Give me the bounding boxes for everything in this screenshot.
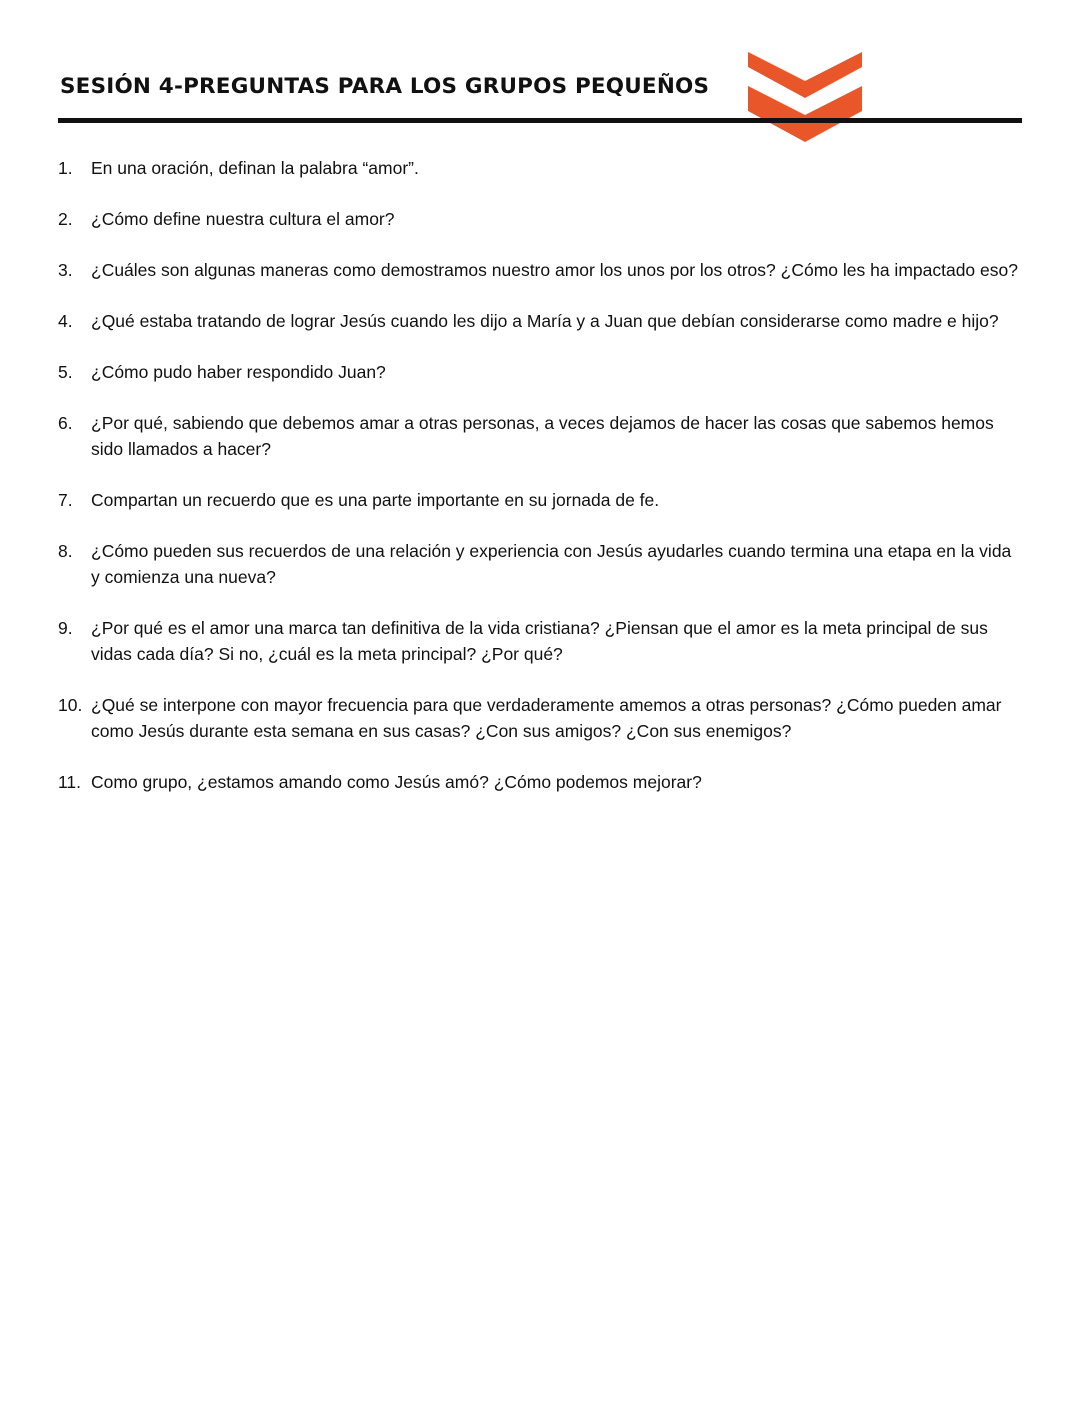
question-text: ¿Por qué es el amor una marca tan definitiva de la vida cristiana? ¿Piensan que el amor es la meta principal de sus vidas cada día? Si no, ¿cuál es la meta principal? ¿Por qué? <box>91 618 988 664</box>
question-number: 4. <box>58 311 73 331</box>
question-text: ¿Cuáles son algunas maneras como demostramos nuestro amor los unos por los otros? ¿Cómo les ha impactado eso? <box>91 260 1018 280</box>
page-header <box>58 52 1022 142</box>
question-text: Compartan un recuerdo que es una parte importante en su jornada de fe. <box>91 490 660 510</box>
question-item <box>58 410 1020 462</box>
question-number: 9. <box>58 618 73 638</box>
question-number: 10. <box>58 695 83 715</box>
chevron-down-icon <box>748 52 862 142</box>
chevron-upper <box>748 52 862 98</box>
question-text: ¿Cómo define nuestra cultura el amor? <box>91 209 395 229</box>
question-item <box>58 359 1020 385</box>
question-item <box>58 692 1020 744</box>
question-item <box>58 155 1020 181</box>
question-text: ¿Qué se interpone con mayor frecuencia para que verdaderamente amemos a otras personas? ¿Cómo pueden amar como Jesús durante esta semana en sus casas? ¿Con sus amigos? ¿Con sus enemigos? <box>91 695 1002 741</box>
question-item <box>58 308 1020 334</box>
question-text: ¿Por qué, sabiendo que debemos amar a otras personas, a veces dejamos de hacer las cosas que sabemos hemos sido llamados a hacer? <box>91 413 994 459</box>
question-list <box>58 155 1020 820</box>
question-text: ¿Cómo pudo haber respondido Juan? <box>91 362 386 382</box>
question-number: 3. <box>58 260 73 280</box>
question-text: ¿Cómo pueden sus recuerdos de una relación y experiencia con Jesús ayudarles cuando termina una etapa en la vida y comienza una nueva? <box>91 541 1012 587</box>
question-text: ¿Qué estaba tratando de lograr Jesús cuando les dijo a María y a Juan que debían considerarse como madre e hijo? <box>91 311 999 331</box>
question-item <box>58 538 1020 590</box>
question-number: 5. <box>58 362 73 382</box>
question-item <box>58 615 1020 667</box>
question-item <box>58 257 1020 283</box>
question-number: 7. <box>58 490 73 510</box>
question-text: Como grupo, ¿estamos amando como Jesús amó? ¿Cómo podemos mejorar? <box>91 772 702 792</box>
question-text: En una oración, definan la palabra “amor”. <box>91 158 419 178</box>
question-item <box>58 206 1020 232</box>
question-item <box>58 487 1020 513</box>
question-number: 1. <box>58 158 73 178</box>
question-number: 6. <box>58 413 73 433</box>
page-title: SESIÓN 4-PREGUNTAS PARA LOS GRUPOS PEQUEÑOS <box>60 74 710 99</box>
question-number: 11. <box>58 772 82 792</box>
question-number: 2. <box>58 209 73 229</box>
header-divider <box>58 118 1022 123</box>
question-number: 8. <box>58 541 73 561</box>
question-item <box>58 769 1020 795</box>
